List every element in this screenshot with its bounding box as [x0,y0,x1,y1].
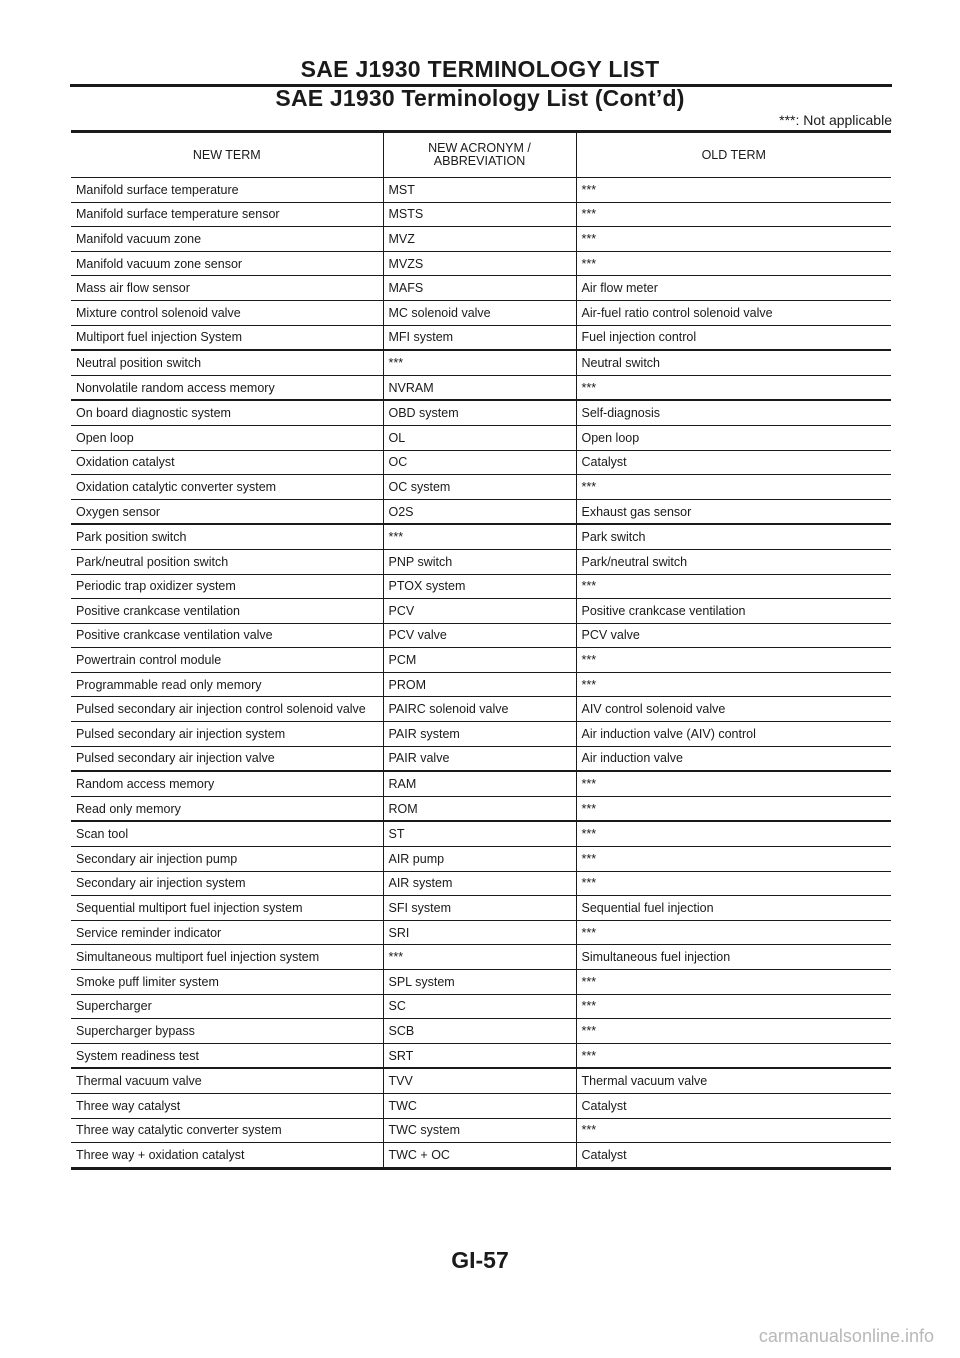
cell-new-acronym: MFI system [383,325,576,350]
cell-new-acronym: MC solenoid valve [383,300,576,325]
cell-new-term: Positive crankcase ventilation valve [71,623,383,648]
cell-new-term: Mass air flow sensor [71,276,383,301]
cell-new-term: Open loop [71,425,383,450]
cell-new-term: Manifold surface temperature [71,178,383,203]
cell-new-acronym: O2S [383,499,576,524]
cell-old-term: *** [576,970,891,995]
terminology-table [71,130,891,1170]
table-row [71,375,891,400]
table-row [71,746,891,771]
cell-new-term: Multiport fuel injection System [71,325,383,350]
cell-old-term: *** [576,796,891,821]
table-row [71,771,891,796]
cell-new-acronym: *** [383,945,576,970]
table-row [71,300,891,325]
cell-new-term: Mixture control solenoid valve [71,300,383,325]
cell-old-term: *** [576,475,891,500]
cell-new-acronym: AIR system [383,871,576,896]
cell-new-term: System readiness test [71,1043,383,1068]
table-row [71,178,891,203]
cell-new-acronym: AIR pump [383,847,576,872]
cell-new-acronym: TWC + OC [383,1143,576,1169]
column-header-new-acronym: NEW ACRONYM / ABBREVIATION [383,132,576,178]
cell-new-term: Positive crankcase ventilation [71,599,383,624]
cell-new-acronym: PNP switch [383,549,576,574]
table-row [71,697,891,722]
cell-old-term: AIV control solenoid valve [576,697,891,722]
cell-new-term: Manifold surface temperature sensor [71,202,383,227]
cell-old-term: Thermal vacuum valve [576,1068,891,1093]
cell-new-term: Three way catalyst [71,1093,383,1118]
cell-old-term: Air-fuel ratio control solenoid valve [576,300,891,325]
table-row [71,672,891,697]
table-row [71,896,891,921]
cell-new-acronym: SPL system [383,970,576,995]
cell-new-term: Park/neutral position switch [71,549,383,574]
cell-new-acronym: TVV [383,1068,576,1093]
cell-new-acronym: PCM [383,648,576,673]
cell-new-acronym: *** [383,350,576,375]
cell-new-acronym: MAFS [383,276,576,301]
table-body [71,178,891,1169]
cell-new-acronym: PTOX system [383,574,576,599]
page-number: GI-57 [451,1247,509,1273]
cell-new-term: Pulsed secondary air injection system [71,722,383,747]
cell-new-acronym: SCB [383,1019,576,1044]
cell-new-acronym: ST [383,821,576,846]
cell-new-term: Scan tool [71,821,383,846]
table-row [71,623,891,648]
cell-old-term: *** [576,1019,891,1044]
cell-old-term: *** [576,847,891,872]
table-row [71,722,891,747]
cell-new-acronym: SRI [383,920,576,945]
cell-new-acronym: MVZS [383,251,576,276]
cell-new-acronym: PAIR valve [383,746,576,771]
cell-old-term: *** [576,994,891,1019]
cell-new-term: Manifold vacuum zone [71,227,383,252]
cell-old-term: *** [576,202,891,227]
table-row [71,920,891,945]
page-title: SAE J1930 Terminology List (Cont’d) [275,85,685,111]
cell-new-term: Supercharger [71,994,383,1019]
cell-new-term: Nonvolatile random access memory [71,375,383,400]
cell-new-term: Random access memory [71,771,383,796]
cell-new-term: Pulsed secondary air injection control solenoid valve [71,697,383,722]
cell-new-term: Park position switch [71,524,383,549]
cell-old-term: *** [576,227,891,252]
cell-new-term: Supercharger bypass [71,1019,383,1044]
cell-old-term: Park/neutral switch [576,549,891,574]
cell-new-acronym: TWC [383,1093,576,1118]
table-row [71,648,891,673]
column-header-old-term: OLD TERM [576,132,891,178]
table-header-row [71,132,891,178]
cell-new-acronym: SRT [383,1043,576,1068]
cell-new-term: Smoke puff limiter system [71,970,383,995]
cell-old-term: *** [576,771,891,796]
cell-new-term: On board diagnostic system [71,400,383,425]
cell-old-term: *** [576,1043,891,1068]
cell-old-term: Exhaust gas sensor [576,499,891,524]
cell-old-term: *** [576,920,891,945]
table-row [71,475,891,500]
table-row [71,796,891,821]
table-row [71,1093,891,1118]
table-row [71,325,891,350]
cell-old-term: PCV valve [576,623,891,648]
table-row [71,227,891,252]
table-row [71,499,891,524]
table-row [71,574,891,599]
cell-new-term: Three way catalytic converter system [71,1118,383,1143]
cell-old-term: *** [576,574,891,599]
table-row [71,1019,891,1044]
cell-old-term: Sequential fuel injection [576,896,891,921]
table-row [71,425,891,450]
cell-new-acronym: SFI system [383,896,576,921]
cell-old-term: Simultaneous fuel injection [576,945,891,970]
cell-old-term: Air flow meter [576,276,891,301]
cell-old-term: *** [576,375,891,400]
cell-new-term: Sequential multiport fuel injection system [71,896,383,921]
table-header [71,132,891,178]
cell-new-term: Three way + oxidation catalyst [71,1143,383,1169]
table-row [71,821,891,846]
table-row [71,400,891,425]
section-title: SAE J1930 TERMINOLOGY LIST [300,56,660,82]
cell-new-term: Oxidation catalyst [71,450,383,475]
table-row [71,1143,891,1169]
cell-old-term: *** [576,672,891,697]
table-row [71,524,891,549]
table-row [71,970,891,995]
table-row [71,350,891,375]
table-row [71,202,891,227]
cell-old-term: Neutral switch [576,350,891,375]
cell-old-term: Catalyst [576,1093,891,1118]
cell-new-acronym: ROM [383,796,576,821]
cell-new-term: Oxygen sensor [71,499,383,524]
cell-new-acronym: SC [383,994,576,1019]
watermark-text: carmanualsonline.info [758,1326,934,1346]
table-row [71,945,891,970]
cell-old-term: Catalyst [576,1143,891,1169]
cell-old-term: Open loop [576,425,891,450]
cell-new-term: Read only memory [71,796,383,821]
cell-new-term: Secondary air injection pump [71,847,383,872]
cell-new-acronym: OBD system [383,400,576,425]
cell-old-term: *** [576,178,891,203]
table-row [71,994,891,1019]
not-applicable-note: ***: Not applicable [779,112,892,128]
cell-new-acronym: RAM [383,771,576,796]
cell-old-term: Fuel injection control [576,325,891,350]
cell-new-term: Secondary air injection system [71,871,383,896]
cell-new-term: Thermal vacuum valve [71,1068,383,1093]
cell-new-term: Pulsed secondary air injection valve [71,746,383,771]
cell-old-term: Air induction valve [576,746,891,771]
cell-new-term: Neutral position switch [71,350,383,375]
table-row [71,599,891,624]
table-row [71,276,891,301]
cell-old-term: *** [576,871,891,896]
cell-old-term: Positive crankcase ventilation [576,599,891,624]
cell-new-acronym: MSTS [383,202,576,227]
cell-old-term: Self-diagnosis [576,400,891,425]
cell-new-acronym: TWC system [383,1118,576,1143]
table-row [71,1043,891,1068]
cell-new-acronym: PAIR system [383,722,576,747]
cell-new-acronym: MVZ [383,227,576,252]
cell-new-term: Simultaneous multiport fuel injection system [71,945,383,970]
table-row [71,871,891,896]
table-row [71,549,891,574]
table-row [71,847,891,872]
cell-new-acronym: PCV valve [383,623,576,648]
cell-new-term: Programmable read only memory [71,672,383,697]
cell-new-term: Powertrain control module [71,648,383,673]
cell-new-term: Manifold vacuum zone sensor [71,251,383,276]
cell-new-acronym: *** [383,524,576,549]
cell-old-term: Park switch [576,524,891,549]
cell-old-term: Catalyst [576,450,891,475]
cell-old-term: Air induction valve (AIV) control [576,722,891,747]
cell-new-acronym: PCV [383,599,576,624]
cell-new-acronym: PAIRC solenoid valve [383,697,576,722]
table-row [71,1068,891,1093]
cell-new-acronym: OC system [383,475,576,500]
cell-new-term: Periodic trap oxidizer system [71,574,383,599]
cell-new-acronym: NVRAM [383,375,576,400]
column-header-new-term: NEW TERM [192,147,261,162]
cell-old-term: *** [576,251,891,276]
cell-new-acronym: OL [383,425,576,450]
cell-new-acronym: OC [383,450,576,475]
table-row [71,450,891,475]
cell-new-term: Service reminder indicator [71,920,383,945]
cell-new-term: Oxidation catalytic converter system [71,475,383,500]
table-row [71,251,891,276]
cell-new-acronym: MST [383,178,576,203]
cell-old-term: *** [576,821,891,846]
cell-old-term: *** [576,1118,891,1143]
cell-new-acronym: PROM [383,672,576,697]
cell-old-term: *** [576,648,891,673]
table-row [71,1118,891,1143]
